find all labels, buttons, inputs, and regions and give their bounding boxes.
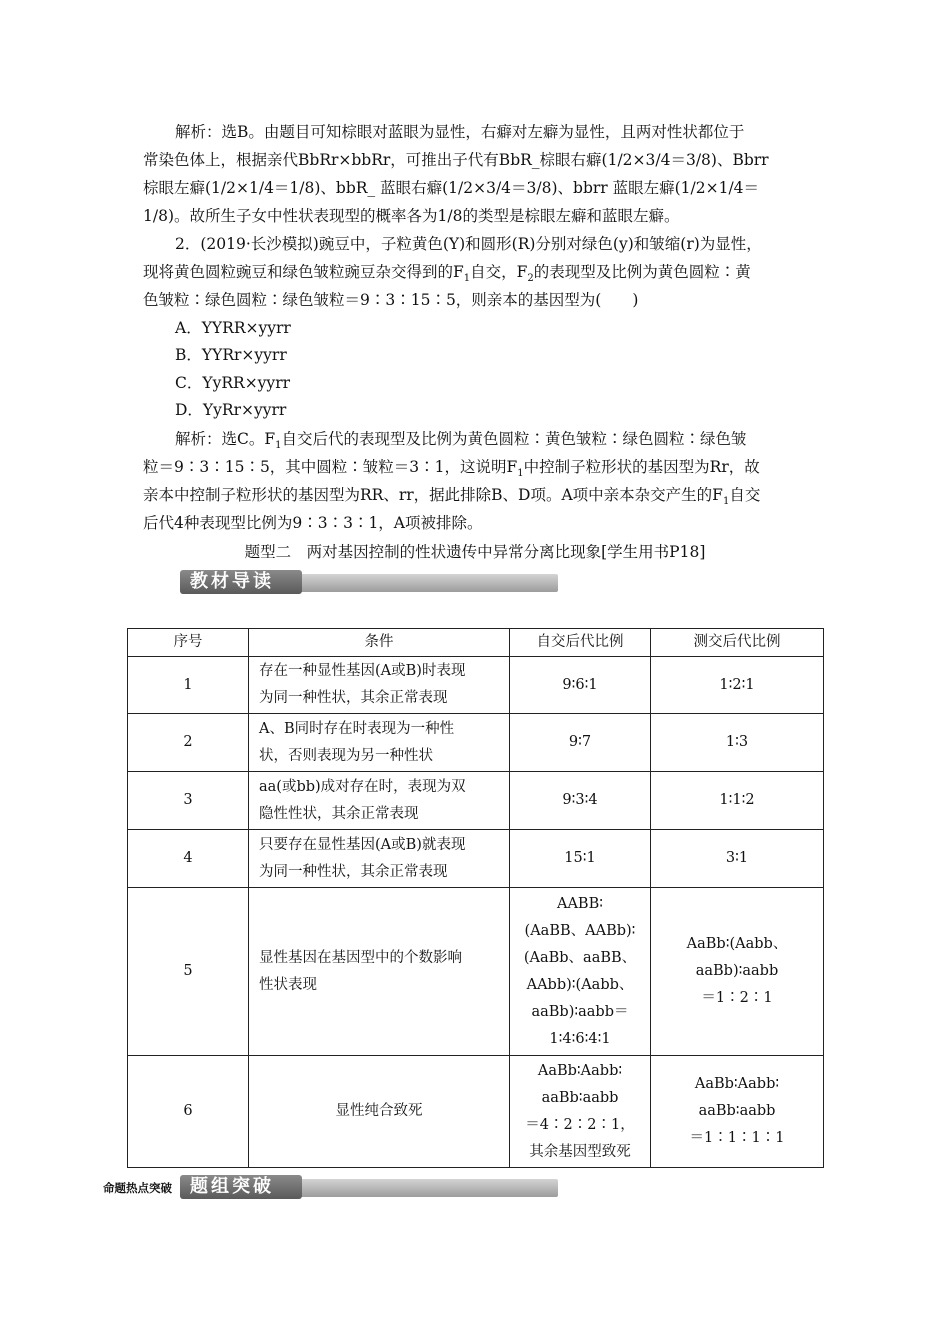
analysis-2-text: 中控制子粒形状的基因型为Rr，故: [523, 458, 760, 476]
cell-test-cross-line: ＝1∶1∶1∶1: [689, 1130, 785, 1146]
table-row: [128, 1056, 824, 1168]
cell-self-cross: [510, 830, 651, 888]
question-2-line: 2．(2019·长沙模拟)豌豆中，子粒黄色(Y)和圆形(R)分别对绿色(y)和皱缩(r)为显性，: [175, 235, 762, 253]
cell-self-cross-line: AaBb∶Aabb∶: [537, 1062, 623, 1079]
cell-self-cross-line: 9∶6∶1: [562, 676, 598, 693]
option-c: C．YyRR×yyrr: [175, 374, 291, 392]
cell-condition-line: 隐性性状，其余正常表现: [259, 805, 419, 822]
analysis-2-line: 后代4种表现型比例为9∶3∶3∶1，A项被排除。: [143, 514, 483, 532]
cell-test-cross: [651, 657, 824, 714]
analysis-2-line: [143, 453, 823, 481]
analysis-1-line: 常染色体上，根据亲代BbRr×bbRr，可推出子代有BbR_棕眼右癖(1/2×3/4＝3/8)、Bbrr: [143, 151, 769, 169]
cell-self-cross: [510, 714, 651, 772]
cell-condition-line: aa(或bb)成对存在时，表现为双: [259, 778, 466, 795]
cell-test-cross-line: AaBb∶(Aabb、: [686, 936, 788, 952]
cell-condition-line: 状，否则表现为另一种性状: [259, 747, 433, 764]
cell-self-cross: [510, 888, 651, 1056]
subscript: 2: [527, 273, 534, 285]
table-row: [128, 888, 824, 1056]
cell-no: 6: [128, 1056, 249, 1168]
cell-self-cross: [510, 1056, 651, 1168]
table-body: [128, 657, 824, 1168]
subscript: 1: [463, 273, 471, 285]
subscript: 1: [517, 468, 524, 480]
subscript: 1: [722, 496, 730, 508]
analysis-2-line: [143, 481, 823, 509]
cell-no: 5: [128, 888, 249, 1056]
cell-self-cross-line: (AaBb、aaBB、: [523, 949, 637, 966]
option-b: B．YYRr×yyrr: [175, 346, 287, 364]
cell-test-cross-line: 1∶1∶2: [719, 792, 755, 808]
cell-self-cross-line: aaBb∶aabb: [541, 1089, 619, 1106]
cell-condition-line: 显性基因在基因型中的个数影响: [259, 949, 462, 966]
cell-no: 2: [128, 714, 249, 772]
header-no: 序号: [128, 629, 249, 657]
cell-condition: [249, 830, 510, 888]
cell-self-cross-line: 15∶1: [564, 850, 596, 866]
question-2-line: [143, 258, 823, 286]
cell-self-cross-line: ＝4∶2∶2∶1，: [525, 1116, 635, 1133]
cell-condition-line: 只要存在显性基因(A或B)就表现: [259, 836, 466, 853]
cell-no: 3: [128, 772, 249, 830]
table-row: [128, 714, 824, 772]
question-2-stem: [143, 230, 823, 314]
cell-condition-line: 显性纯合致死: [335, 1103, 423, 1119]
cell-condition-line: 存在一种显性基因(A或B)时表现: [259, 663, 466, 679]
cell-condition-line: A、B同时存在时表现为一种性: [259, 720, 455, 737]
cell-condition: [249, 888, 510, 1056]
table-row: [128, 772, 824, 830]
header-self-cross: 自交后代比例: [510, 629, 651, 657]
option-a: A．YYRR×yyrr: [175, 319, 291, 337]
cell-test-cross: [651, 772, 824, 830]
subscript: 1: [275, 440, 282, 452]
cell-condition: [249, 657, 510, 714]
cell-test-cross-line: 1∶3: [725, 734, 749, 750]
table-header-row: [128, 629, 824, 657]
cell-test-cross-line: aaBb∶aabb: [698, 1103, 776, 1119]
cell-self-cross: [510, 657, 651, 714]
question-2-text: 自交，F: [470, 263, 528, 281]
cell-condition: [249, 772, 510, 830]
cell-self-cross: [510, 772, 651, 830]
cell-self-cross-line: AAbb)∶(Aabb、: [526, 976, 634, 993]
cell-no: 1: [128, 657, 249, 714]
question-2-line: 色皱粒∶绿色圆粒∶绿色皱粒＝9∶3∶15∶5，则亲本的基因型为( ): [143, 291, 639, 309]
banner-subtitle: 命题热点突破: [103, 1181, 172, 1195]
analysis-2-text: 粒＝9∶3∶15∶5，其中圆粒∶皱粒＝3∶1，这说明F: [143, 458, 518, 476]
cell-test-cross: [651, 714, 824, 772]
banner-title: 教材导读: [190, 571, 274, 592]
analysis-1-line: 1/8)。故所生子女中性状表现型的概率各为1/8的类型是棕眼左癖和蓝眼左癖。: [143, 207, 680, 225]
cell-test-cross: [651, 888, 824, 1056]
analysis-1-line: 解析：选B。由题目可知棕眼对蓝眼为显性，右癖对左癖为显性，且两对性状都位于: [175, 123, 745, 141]
header-condition: 条件: [249, 629, 510, 657]
analysis-2-text: 亲本中控制子粒形状的基因型为RR、rr，据此排除B、D项。A项中亲本杂交产生的F: [143, 486, 723, 504]
cell-test-cross: [651, 830, 824, 888]
question-2-text: 现将黄色圆粒豌豆和绿色皱粒豌豆杂交得到的F: [143, 263, 464, 281]
cell-self-cross-line: 1∶4∶6∶4∶1: [549, 1030, 611, 1047]
cell-condition-line: 性状表现: [259, 976, 317, 993]
cell-self-cross-line: 9∶7: [568, 734, 592, 750]
section-heading: 题型二 两对基因控制的性状遗传中异常分离比现象[学生用书P18]: [244, 543, 706, 561]
analysis-2-line: [143, 425, 823, 453]
analysis-1: [143, 118, 823, 230]
table-row: [128, 657, 824, 714]
cell-self-cross-line: AABB∶: [556, 895, 604, 912]
analysis-1-line: 棕眼左癖(1/2×1/4＝1/8)、bbR_ 蓝眼右癖(1/2×3/4＝3/8)、bbrr 蓝眼左癖(1/2×1/4＝: [143, 179, 760, 197]
cell-test-cross-line: AaBb∶Aabb∶: [694, 1076, 780, 1092]
analysis-2-text: 自交: [729, 486, 761, 504]
header-test-cross: 测交后代比例: [651, 629, 824, 657]
cell-self-cross-line: 9∶3∶4: [562, 792, 598, 808]
option-d: D．YyRr×yyrr: [175, 401, 287, 419]
analysis-2-text: 自交后代的表现型及比例为黄色圆粒∶黄色皱粒∶绿色圆粒∶绿色皱: [281, 430, 747, 448]
analysis-2: [143, 425, 823, 537]
cell-test-cross: [651, 1056, 824, 1168]
cell-condition-line: 为同一种性状，其余正常表现: [259, 863, 448, 880]
cell-self-cross-line: (AaBB、AABb)∶: [524, 922, 636, 939]
cell-test-cross-line: 3∶1: [725, 850, 749, 866]
cell-test-cross-line: 1∶2∶1: [719, 676, 755, 693]
cell-self-cross-line: aaBb)∶aabb＝: [531, 1003, 629, 1020]
cell-condition: [249, 714, 510, 772]
table-row: [128, 830, 824, 888]
cell-self-cross-line: 其余基因型致死: [529, 1143, 631, 1160]
ratio-table: [127, 628, 824, 1168]
cell-test-cross-line: ＝1∶2∶1: [701, 990, 773, 1006]
banner-title: 题组突破: [190, 1176, 274, 1197]
cell-condition-line: 为同一种性状，其余正常表现: [259, 690, 448, 706]
cell-condition: [249, 1056, 510, 1168]
analysis-2-text: 解析：选C。F: [175, 430, 276, 448]
cell-no: 4: [128, 830, 249, 888]
question-2-text: 的表现型及比例为黄色圆粒∶黄: [533, 263, 751, 281]
cell-test-cross-line: aaBb)∶aabb: [695, 963, 779, 979]
